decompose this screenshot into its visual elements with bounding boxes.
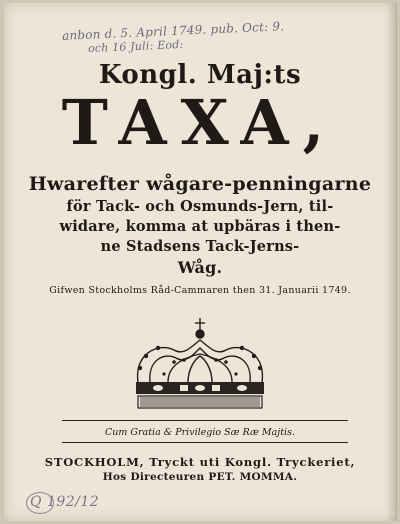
- title-taxa: TAXA,: [61, 86, 339, 159]
- handwritten-note-line-2: och 16 Juli: Eod:: [87, 37, 184, 56]
- title-kongl: Kongl. Maj:ts: [98, 60, 302, 90]
- issue-date-line: Gifwen Stockholms Råd-Cammaren then 31. Januarii 1749.: [49, 285, 351, 296]
- crown-icon: [128, 316, 272, 414]
- imprint-printer: Hos Directeuren PET. MOMMA.: [102, 471, 298, 483]
- body-line-4: ne Stadsens Tack-Jerns-: [100, 238, 300, 255]
- bottom-rule: [62, 442, 348, 443]
- body-line-3: widare, komma at upbäras i then-: [59, 218, 341, 235]
- body-line-5: Wåg.: [177, 258, 223, 277]
- privilege-line: Cum Gratia & Privilegio Sæ Ræ Majtis.: [105, 427, 295, 438]
- top-rule: [62, 420, 348, 421]
- shelfmark: Q 192/12: [30, 494, 100, 510]
- handwritten-note-line-1: anbon d. 5. April 1749. pub. Oct: 9.: [61, 19, 285, 43]
- body-line-2: för Tack- och Osmunds-Jern, til-: [66, 198, 334, 215]
- imprint-place: STOCKHOLM, Tryckt uti Kongl. Tryckeriet,: [44, 455, 356, 469]
- body-line-1: Hwarefter wågare-penningarne: [28, 173, 372, 195]
